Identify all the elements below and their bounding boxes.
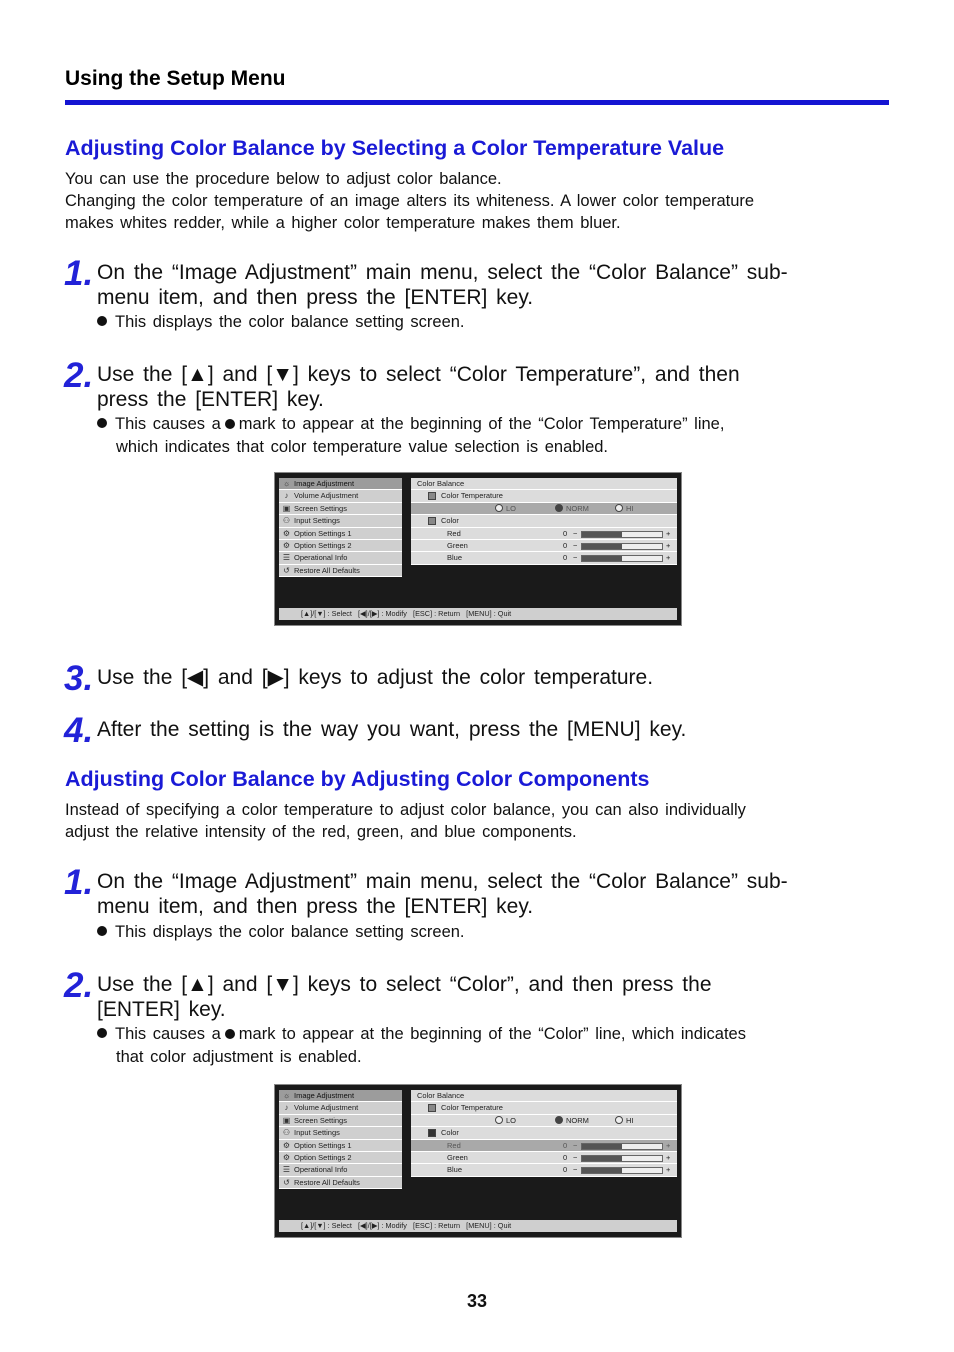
step-line: Use the [▲] and [▼] keys to select “Color”, and then press the xyxy=(97,973,712,996)
color-temperature-row[interactable] xyxy=(411,1102,677,1114)
menu-item-label: Option Settings 1 xyxy=(294,528,352,538)
channel-row-red[interactable] xyxy=(411,1140,677,1152)
bullet-note xyxy=(97,1023,817,1069)
plus-icon: + xyxy=(666,540,671,550)
info-icon: ☰ xyxy=(282,1165,291,1175)
menu-item-restore-defaults[interactable] xyxy=(279,1177,402,1189)
menu-item-label: Volume Adjustment xyxy=(294,1103,359,1113)
section1-heading: Adjusting Color Balance by Selecting a Color Temperature Value xyxy=(65,136,725,160)
restore-icon: ↺ xyxy=(283,1177,290,1187)
level-bar-fill xyxy=(582,1144,622,1149)
submenu-title-text: Color Balance xyxy=(417,1091,465,1100)
screen-icon: ▣ xyxy=(282,503,291,513)
info-icon: ☰ xyxy=(282,553,291,563)
speaker-icon: ♪ xyxy=(284,491,289,501)
menu-item-label: Image Adjustment xyxy=(294,1091,355,1100)
color-temperature-label: Color Temperature xyxy=(441,491,503,501)
step-text xyxy=(97,972,857,1022)
channel-row-green[interactable] xyxy=(411,540,677,552)
color-row[interactable] xyxy=(411,1127,677,1139)
mark-dot-icon xyxy=(225,1029,235,1039)
header-rule xyxy=(65,100,889,105)
bullet-dot-icon xyxy=(97,926,107,936)
channel-row-green[interactable] xyxy=(411,1152,677,1164)
menu-item-option-settings-1[interactable] xyxy=(279,528,402,540)
step-line: menu item, and then press the [ENTER] key. xyxy=(97,895,534,918)
help-bar: [▲]/[▼] : Select [◀]/[▶] : Modify [ESC] : Return [MENU] : Quit xyxy=(279,608,677,620)
bullet-dot-icon xyxy=(97,1028,107,1038)
step-line: After the setting is the way you want, press the [MENU] key. xyxy=(97,718,687,741)
bullet-text: This causes a xyxy=(115,415,221,433)
radio-norm[interactable] xyxy=(555,503,615,514)
color-balance-screen-2 xyxy=(274,1084,682,1238)
help-bar: [▲]/[▼] : Select [◀]/[▶] : Modify [ESC] : Return [MENU] : Quit xyxy=(279,1220,677,1232)
menu-item-operational-info[interactable] xyxy=(279,1164,402,1176)
step-number: 4. xyxy=(64,711,94,750)
checkbox-icon xyxy=(428,517,436,525)
bullet-note xyxy=(97,921,817,944)
bullet-text: mark to appear at the beginning of the “Color Temperature” line, xyxy=(238,415,725,433)
level-bar-fill xyxy=(582,544,622,549)
color-balance-screen-1 xyxy=(274,472,682,626)
menu-item-image-adjustment[interactable] xyxy=(279,478,402,490)
checkbox-icon xyxy=(428,492,436,500)
menu-item-label: Restore All Defaults xyxy=(294,1177,360,1187)
step-line: On the “Image Adjustment” main menu, select the “Color Balance” sub- xyxy=(97,870,788,893)
step-number: 2. xyxy=(64,966,94,1005)
level-bar-fill xyxy=(582,556,622,561)
level-bar[interactable] xyxy=(581,1167,663,1174)
page-number: 33 xyxy=(466,1291,488,1311)
level-bar[interactable] xyxy=(581,531,663,538)
menu-item-screen-settings[interactable] xyxy=(279,1115,402,1127)
section1-intro xyxy=(65,168,845,234)
channel-value: 0 xyxy=(563,1165,568,1175)
gear-icon: ⚙ xyxy=(282,1140,291,1150)
channel-value: 0 xyxy=(563,1140,568,1150)
intro-line: You can use the procedure below to adjust color balance. xyxy=(65,170,502,188)
menu-item-label: Operational Info xyxy=(294,553,348,563)
radio-label: LO xyxy=(506,503,517,513)
section2-intro xyxy=(65,799,845,843)
step-line: press the [ENTER] key. xyxy=(97,388,324,411)
color-temperature-label: Color Temperature xyxy=(441,1103,503,1113)
step-line: On the “Image Adjustment” main menu, select the “Color Balance” sub- xyxy=(97,261,788,284)
radio-hi[interactable] xyxy=(615,503,675,514)
menu-item-restore-defaults[interactable] xyxy=(279,565,402,577)
step-text xyxy=(97,717,857,742)
level-bar[interactable] xyxy=(581,1155,663,1162)
bullet-text-continued: that color adjustment is enabled. xyxy=(116,1048,362,1066)
bullet-text: This displays the color balance setting screen. xyxy=(115,313,465,331)
gear-icon: ⚙ xyxy=(282,528,291,538)
menu-item-image-adjustment[interactable] xyxy=(279,1090,402,1102)
radio-hi[interactable] xyxy=(615,1115,675,1126)
submenu-title xyxy=(411,1090,677,1102)
radio-label: HI xyxy=(626,503,634,513)
level-bar-fill xyxy=(582,1156,622,1161)
color-balance-submenu xyxy=(411,478,677,565)
submenu-title-text: Color Balance xyxy=(417,479,465,488)
menu-item-option-settings-2[interactable] xyxy=(279,1152,402,1164)
channel-label: Green xyxy=(447,1152,468,1162)
channel-row-red[interactable] xyxy=(411,528,677,540)
bullet-text: This causes a xyxy=(115,1025,221,1043)
color-label: Color xyxy=(441,516,459,526)
step-line: Use the [▲] and [▼] keys to select “Color Temperature”, and then xyxy=(97,363,740,386)
level-bar[interactable] xyxy=(581,555,663,562)
menu-item-option-settings-2[interactable] xyxy=(279,540,402,552)
plus-icon: + xyxy=(666,553,671,563)
menu-item-option-settings-1[interactable] xyxy=(279,1140,402,1152)
intro-line: adjust the relative intensity of the red, green, and blue components. xyxy=(65,823,577,841)
channel-label: Blue xyxy=(447,1165,463,1175)
intro-line: Instead of specifying a color temperature to adjust color balance, you can also individually xyxy=(65,801,746,819)
radio-icon xyxy=(495,1116,503,1124)
bullet-note xyxy=(97,311,817,334)
step-line: Use the [◀] and [▶] keys to adjust the color temperature. xyxy=(97,666,654,689)
menu-item-label: Screen Settings xyxy=(294,1115,347,1125)
radio-label: LO xyxy=(506,1115,517,1125)
temperature-radio-group xyxy=(495,1115,675,1126)
radio-selected-icon xyxy=(555,1116,563,1124)
radio-norm[interactable] xyxy=(555,1115,615,1126)
temperature-options-row[interactable] xyxy=(411,503,677,515)
intro-line: makes whites redder, while a higher color temperature makes them bluer. xyxy=(65,214,621,232)
color-label: Color xyxy=(441,1128,459,1138)
channel-label: Red xyxy=(447,528,461,538)
menu-item-label: Volume Adjustment xyxy=(294,491,359,501)
checkbox-icon xyxy=(428,1129,436,1137)
menu-item-label: Input Settings xyxy=(294,1128,340,1138)
restore-icon: ↺ xyxy=(283,565,290,575)
plus-icon: + xyxy=(666,1152,671,1162)
input-icon: ⚇ xyxy=(282,1128,291,1138)
minus-icon: − xyxy=(573,553,578,563)
minus-icon: − xyxy=(573,540,578,550)
plus-icon: + xyxy=(666,1140,671,1150)
speaker-icon: ♪ xyxy=(284,1103,289,1113)
bullet-text: mark to appear at the beginning of the “Color” line, which indicates xyxy=(238,1025,746,1043)
page-header-title: Using the Setup Menu xyxy=(65,67,286,90)
radio-lo[interactable] xyxy=(495,1115,555,1126)
menu-item-label: Input Settings xyxy=(294,516,340,526)
plus-icon: + xyxy=(666,1165,671,1175)
radio-selected-icon xyxy=(555,504,563,512)
input-icon: ⚇ xyxy=(282,516,291,526)
channel-row-blue[interactable] xyxy=(411,1164,677,1176)
channel-label: Red xyxy=(447,1140,461,1150)
menu-item-label: Operational Info xyxy=(294,1165,348,1175)
level-bar[interactable] xyxy=(581,543,663,550)
screen-icon: ▣ xyxy=(282,1115,291,1125)
step-line: menu item, and then press the [ENTER] key. xyxy=(97,286,534,309)
minus-icon: − xyxy=(573,1165,578,1175)
checkbox-icon xyxy=(428,1104,436,1112)
menu-item-label: Option Settings 2 xyxy=(294,540,352,550)
menu-item-input-settings[interactable] xyxy=(279,1127,402,1139)
step-number: 1. xyxy=(64,863,94,902)
channel-label: Green xyxy=(447,540,468,550)
step-line: [ENTER] key. xyxy=(97,998,226,1021)
step-number: 1. xyxy=(64,254,94,293)
color-balance-submenu xyxy=(411,1090,677,1177)
temperature-options-row[interactable] xyxy=(411,1115,677,1127)
radio-icon xyxy=(495,504,503,512)
menu-item-label: Option Settings 1 xyxy=(294,1140,352,1150)
image-adjustment-icon: ☼ xyxy=(282,479,291,488)
radio-label: NORM xyxy=(566,1115,589,1125)
radio-label: NORM xyxy=(566,503,589,513)
color-row[interactable] xyxy=(411,515,677,527)
menu-item-screen-settings[interactable] xyxy=(279,503,402,515)
minus-icon: − xyxy=(573,528,578,538)
radio-icon xyxy=(615,504,623,512)
menu-item-volume-adjustment[interactable] xyxy=(279,490,402,502)
step-number: 3. xyxy=(64,659,94,698)
minus-icon: − xyxy=(573,1152,578,1162)
radio-label: HI xyxy=(626,1115,634,1125)
menu-item-label: Restore All Defaults xyxy=(294,565,360,575)
gear-icon: ⚙ xyxy=(282,540,291,550)
channel-value: 0 xyxy=(563,553,568,563)
step-text xyxy=(97,362,857,412)
channel-value: 0 xyxy=(563,1152,568,1162)
intro-line: Changing the color temperature of an image alters its whiteness. A lower color temperature xyxy=(65,192,755,210)
main-menu xyxy=(279,478,402,577)
radio-lo[interactable] xyxy=(495,503,555,514)
step-text xyxy=(97,260,857,310)
step-text xyxy=(97,869,857,919)
plus-icon: + xyxy=(666,528,671,538)
channel-row-blue[interactable] xyxy=(411,552,677,564)
temperature-radio-group xyxy=(495,503,675,514)
level-bar-fill xyxy=(582,532,622,537)
menu-item-volume-adjustment[interactable] xyxy=(279,1102,402,1114)
channel-label: Blue xyxy=(447,553,463,563)
submenu-title xyxy=(411,478,677,490)
main-menu xyxy=(279,1090,402,1189)
gear-icon: ⚙ xyxy=(282,1152,291,1162)
minus-icon: − xyxy=(573,1140,578,1150)
level-bar[interactable] xyxy=(581,1143,663,1150)
image-adjustment-icon: ☼ xyxy=(282,1091,291,1100)
channel-value: 0 xyxy=(563,528,568,538)
menu-item-label: Image Adjustment xyxy=(294,479,355,488)
color-temperature-row[interactable] xyxy=(411,490,677,502)
step-number: 2. xyxy=(64,356,94,395)
radio-icon xyxy=(615,1116,623,1124)
menu-item-operational-info[interactable] xyxy=(279,552,402,564)
section2-heading: Adjusting Color Balance by Adjusting Color Components xyxy=(65,767,650,791)
bullet-text-continued: which indicates that color temperature value selection is enabled. xyxy=(116,438,609,456)
bullet-dot-icon xyxy=(97,418,107,428)
channel-value: 0 xyxy=(563,540,568,550)
level-bar-fill xyxy=(582,1168,622,1173)
menu-item-label: Screen Settings xyxy=(294,503,347,513)
bullet-note xyxy=(97,413,817,459)
menu-item-input-settings[interactable] xyxy=(279,515,402,527)
bullet-text: This displays the color balance setting screen. xyxy=(115,923,465,941)
bullet-dot-icon xyxy=(97,316,107,326)
menu-item-label: Option Settings 2 xyxy=(294,1152,352,1162)
mark-dot-icon xyxy=(225,419,235,429)
step-text xyxy=(97,665,857,690)
